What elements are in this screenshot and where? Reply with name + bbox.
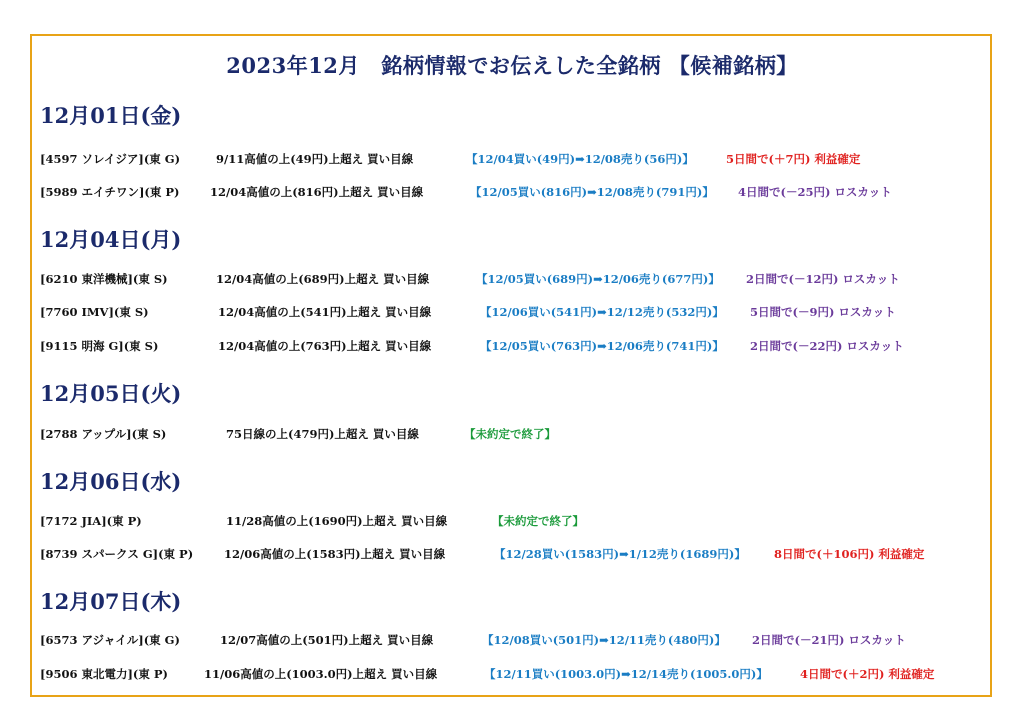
date-heading: 12月04日(月) [40, 227, 182, 252]
trade-text: 【未約定で終了】 [464, 427, 556, 441]
stock-name: [6210 東洋機械](東 S) [40, 272, 168, 286]
stock-name: [6573 アジャイル](東 G) [40, 633, 180, 647]
signal-text: 12/07高値の上(501円)上超え 買い目線 [220, 633, 434, 647]
trade-text: 【12/05買い(816円)➡12/08売り(791円)】 [470, 185, 714, 199]
stock-name: [5989 エイチワン](東 P) [40, 185, 180, 199]
result-text: 5日間で(＋7円) 利益確定 [726, 152, 861, 166]
result-text: 4日間で(－25円) ロスカット [738, 185, 892, 199]
trade-text: 【12/11買い(1003.0円)➡12/14売り(1005.0円)】 [484, 667, 768, 681]
trade-text: 【12/04買い(49円)➡12/08売り(56円)】 [466, 152, 694, 166]
stock-name: [2788 アップル](東 S) [40, 427, 167, 441]
signal-text: 75日線の上(479円)上超え 買い目線 [226, 427, 419, 441]
stock-name: [4597 ソレイジア](東 G) [40, 152, 181, 166]
signal-text: 12/04高値の上(763円)上超え 買い目線 [218, 339, 432, 353]
signal-text: 12/04高値の上(816円)上超え 買い目線 [210, 185, 424, 199]
result-text: 5日間で(－9円) ロスカット [750, 305, 896, 319]
result-text: 2日間で(－22円) ロスカット [750, 339, 904, 353]
stock-name: [7760 IMV](東 S) [40, 305, 149, 319]
result-text: 4日間で(＋2円) 利益確定 [800, 667, 935, 681]
trade-text: 【12/05買い(763円)➡12/06売り(741円)】 [480, 339, 724, 353]
signal-text: 12/04高値の上(541円)上超え 買い目線 [218, 305, 432, 319]
trade-text: 【12/08買い(501円)➡12/11売り(480円)】 [482, 633, 726, 647]
date-heading: 12月05日(火) [40, 381, 182, 406]
trade-text: 【12/28買い(1583円)➡1/12売り(1689円)】 [494, 547, 746, 561]
result-text: 2日間で(－21円) ロスカット [752, 633, 906, 647]
trade-text: 【未約定で終了】 [492, 514, 584, 528]
stock-name: [9115 明海 G](東 S) [40, 339, 159, 353]
date-heading: 12月07日(木) [40, 589, 182, 614]
signal-text: 12/06高値の上(1583円)上超え 買い目線 [224, 547, 446, 561]
page-title: 2023年12月 銘柄情報でお伝えした全銘柄 【候補銘柄】 [226, 53, 798, 78]
stock-name: [8739 スパークス G](東 P) [40, 547, 194, 561]
stock-name: [9506 東北電力](東 P) [40, 667, 168, 681]
date-heading: 12月06日(水) [40, 469, 182, 494]
date-heading: 12月01日(金) [40, 103, 182, 128]
signal-text: 12/04高値の上(689円)上超え 買い目線 [216, 272, 430, 286]
signal-text: 11/06高値の上(1003.0円)上超え 買い目線 [204, 667, 438, 681]
result-text: 8日間で(＋106円) 利益確定 [774, 547, 925, 561]
signal-text: 11/28高値の上(1690円)上超え 買い目線 [226, 514, 448, 528]
result-text: 2日間で(－12円) ロスカット [746, 272, 900, 286]
signal-text: 9/11高値の上(49円)上超え 買い目線 [216, 152, 414, 166]
trade-text: 【12/06買い(541円)➡12/12売り(532円)】 [480, 305, 724, 319]
stock-name: [7172 JIA](東 P) [40, 514, 142, 528]
trade-text: 【12/05買い(689円)➡12/06売り(677円)】 [476, 272, 720, 286]
